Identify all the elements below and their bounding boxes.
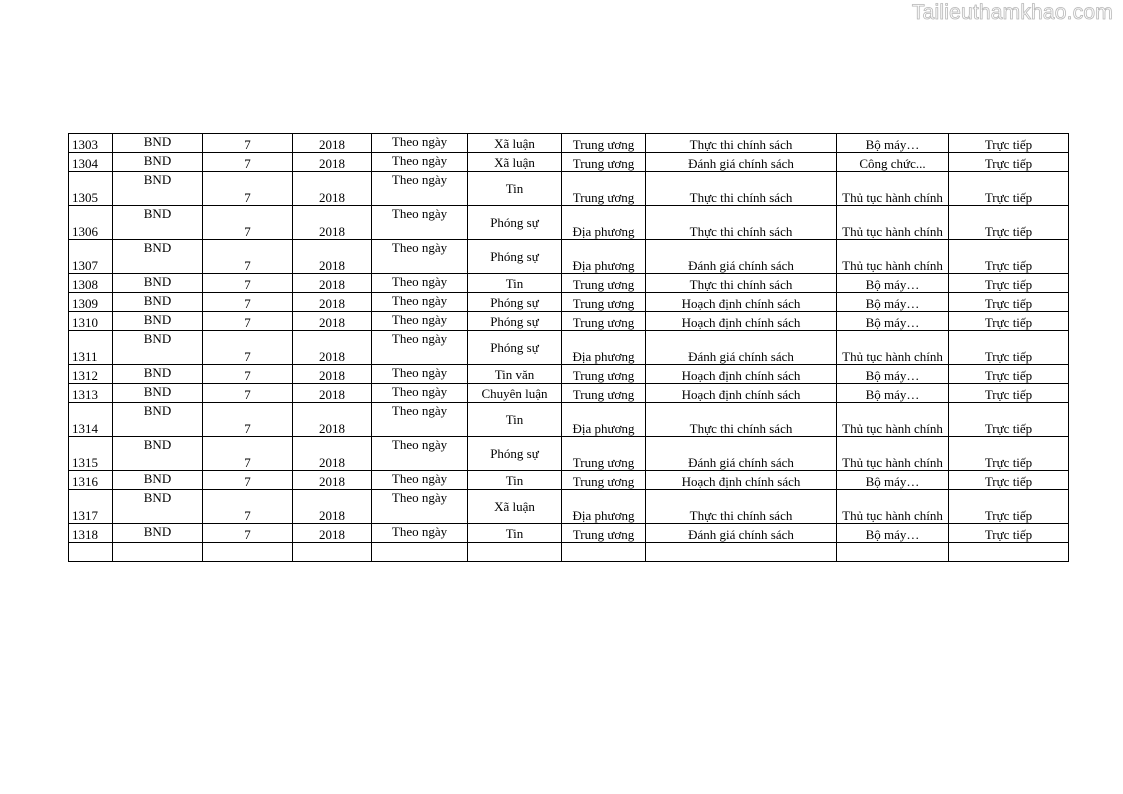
cell-code: BND (113, 240, 203, 274)
cell-mode: Trực tiếp (949, 153, 1069, 172)
cell-code: BND (113, 293, 203, 312)
cell-area: Bộ máy… (837, 365, 949, 384)
cell-frequency: Theo ngày (372, 206, 468, 240)
table-row (69, 134, 1069, 153)
cell-area: Thủ tục hành chính (837, 490, 949, 524)
cell-genre: Phóng sự (468, 240, 562, 274)
cell-genre: Phóng sự (468, 437, 562, 471)
cell-code: BND (113, 490, 203, 524)
cell-frequency: Theo ngày (372, 293, 468, 312)
cell-year: 2018 (293, 274, 372, 293)
cell-genre: Tin (468, 172, 562, 206)
cell-code: BND (113, 153, 203, 172)
cell-month: 7 (203, 206, 293, 240)
cell-genre: Phóng sự (468, 293, 562, 312)
cell-year: 2018 (293, 384, 372, 403)
table-row (69, 365, 1069, 384)
cell-level: Địa phương (562, 240, 646, 274)
cell-year: 2018 (293, 403, 372, 437)
cell-code: BND (113, 403, 203, 437)
cell-frequency: Theo ngày (372, 437, 468, 471)
cell-area: Bộ máy… (837, 293, 949, 312)
cell-month: 7 (203, 293, 293, 312)
cell-frequency: Theo ngày (372, 134, 468, 153)
cell-id: 1318 (69, 524, 113, 543)
watermark-text: Tailieuthamkhao.com (911, 1, 1113, 24)
cell-id (69, 543, 113, 562)
cell-frequency: Theo ngày (372, 490, 468, 524)
table-row (69, 331, 1069, 365)
cell-level: Trung ương (562, 437, 646, 471)
cell-genre: Tin (468, 274, 562, 293)
cell-year: 2018 (293, 437, 372, 471)
cell-area (837, 543, 949, 562)
cell-area: Công chức... (837, 153, 949, 172)
cell-policy: Thực thi chính sách (646, 134, 837, 153)
table-row (69, 384, 1069, 403)
cell-month: 7 (203, 403, 293, 437)
cell-year: 2018 (293, 524, 372, 543)
cell-mode: Trực tiếp (949, 524, 1069, 543)
cell-code: BND (113, 471, 203, 490)
cell-mode: Trực tiếp (949, 206, 1069, 240)
cell-policy: Đánh giá chính sách (646, 331, 837, 365)
cell-month: 7 (203, 153, 293, 172)
cell-genre: Tin (468, 403, 562, 437)
cell-year: 2018 (293, 490, 372, 524)
table-row (69, 274, 1069, 293)
cell-mode (949, 543, 1069, 562)
table-row (69, 153, 1069, 172)
cell-mode: Trực tiếp (949, 384, 1069, 403)
cell-level: Địa phương (562, 331, 646, 365)
cell-id: 1305 (69, 172, 113, 206)
cell-level: Trung ương (562, 365, 646, 384)
cell-mode: Trực tiếp (949, 312, 1069, 331)
cell-genre: Tin văn (468, 365, 562, 384)
cell-genre: Phóng sự (468, 206, 562, 240)
cell-month: 7 (203, 331, 293, 365)
cell-policy: Hoạch định chính sách (646, 365, 837, 384)
cell-month: 7 (203, 471, 293, 490)
cell-genre: Xã luận (468, 134, 562, 153)
cell-frequency: Theo ngày (372, 403, 468, 437)
cell-level: Trung ương (562, 384, 646, 403)
cell-level: Địa phương (562, 490, 646, 524)
cell-level: Trung ương (562, 471, 646, 490)
cell-code: BND (113, 524, 203, 543)
data-table (68, 133, 1069, 562)
cell-frequency: Theo ngày (372, 153, 468, 172)
cell-mode: Trực tiếp (949, 172, 1069, 206)
cell-level: Địa phương (562, 403, 646, 437)
cell-code: BND (113, 312, 203, 331)
cell-id: 1315 (69, 437, 113, 471)
cell-id: 1316 (69, 471, 113, 490)
table-row (69, 524, 1069, 543)
cell-mode: Trực tiếp (949, 293, 1069, 312)
cell-genre: Xã luận (468, 153, 562, 172)
cell-frequency (372, 543, 468, 562)
cell-level: Trung ương (562, 524, 646, 543)
cell-code: BND (113, 172, 203, 206)
cell-year: 2018 (293, 134, 372, 153)
cell-mode: Trực tiếp (949, 274, 1069, 293)
cell-policy: Đánh giá chính sách (646, 524, 837, 543)
cell-area: Thủ tục hành chính (837, 331, 949, 365)
cell-level (562, 543, 646, 562)
cell-level: Trung ương (562, 312, 646, 331)
cell-area: Thủ tục hành chính (837, 403, 949, 437)
cell-policy: Thực thi chính sách (646, 403, 837, 437)
cell-month: 7 (203, 524, 293, 543)
cell-code (113, 543, 203, 562)
cell-level: Trung ương (562, 274, 646, 293)
cell-genre: Tin (468, 471, 562, 490)
cell-area: Thủ tục hành chính (837, 437, 949, 471)
cell-level: Địa phương (562, 206, 646, 240)
cell-month: 7 (203, 240, 293, 274)
cell-year: 2018 (293, 293, 372, 312)
cell-id: 1314 (69, 403, 113, 437)
cell-month: 7 (203, 384, 293, 403)
cell-month: 7 (203, 172, 293, 206)
cell-frequency: Theo ngày (372, 172, 468, 206)
table-body (69, 134, 1069, 562)
cell-id: 1303 (69, 134, 113, 153)
cell-mode: Trực tiếp (949, 331, 1069, 365)
cell-area: Bộ máy… (837, 471, 949, 490)
cell-area: Bộ máy… (837, 312, 949, 331)
cell-genre: Phóng sự (468, 331, 562, 365)
cell-level: Trung ương (562, 293, 646, 312)
cell-frequency: Theo ngày (372, 365, 468, 384)
table-row (69, 240, 1069, 274)
cell-id: 1307 (69, 240, 113, 274)
cell-frequency: Theo ngày (372, 471, 468, 490)
table-row (69, 206, 1069, 240)
table-row (69, 293, 1069, 312)
cell-area: Bộ máy… (837, 384, 949, 403)
table-row (69, 312, 1069, 331)
cell-frequency: Theo ngày (372, 384, 468, 403)
cell-policy: Thực thi chính sách (646, 274, 837, 293)
cell-genre (468, 543, 562, 562)
cell-policy: Đánh giá chính sách (646, 437, 837, 471)
cell-policy: Đánh giá chính sách (646, 240, 837, 274)
cell-genre: Tin (468, 524, 562, 543)
cell-area: Thủ tục hành chính (837, 206, 949, 240)
cell-policy (646, 543, 837, 562)
cell-id: 1313 (69, 384, 113, 403)
table-row (69, 437, 1069, 471)
cell-month (203, 543, 293, 562)
cell-level: Trung ương (562, 153, 646, 172)
cell-code: BND (113, 206, 203, 240)
cell-code: BND (113, 331, 203, 365)
cell-code: BND (113, 365, 203, 384)
cell-area: Bộ máy… (837, 524, 949, 543)
cell-year: 2018 (293, 153, 372, 172)
cell-frequency: Theo ngày (372, 240, 468, 274)
cell-mode: Trực tiếp (949, 134, 1069, 153)
cell-id: 1304 (69, 153, 113, 172)
cell-mode: Trực tiếp (949, 471, 1069, 490)
cell-frequency: Theo ngày (372, 524, 468, 543)
cell-code: BND (113, 437, 203, 471)
cell-level: Trung ương (562, 134, 646, 153)
cell-code: BND (113, 274, 203, 293)
cell-id: 1311 (69, 331, 113, 365)
cell-id: 1309 (69, 293, 113, 312)
cell-mode: Trực tiếp (949, 403, 1069, 437)
cell-month: 7 (203, 274, 293, 293)
cell-frequency: Theo ngày (372, 331, 468, 365)
cell-mode: Trực tiếp (949, 365, 1069, 384)
cell-month: 7 (203, 134, 293, 153)
cell-policy: Hoạch định chính sách (646, 293, 837, 312)
table-row (69, 403, 1069, 437)
table-row (69, 490, 1069, 524)
cell-policy: Đánh giá chính sách (646, 153, 837, 172)
cell-policy: Thực thi chính sách (646, 206, 837, 240)
cell-month: 7 (203, 312, 293, 331)
cell-id: 1317 (69, 490, 113, 524)
cell-id: 1312 (69, 365, 113, 384)
cell-mode: Trực tiếp (949, 240, 1069, 274)
cell-genre: Phóng sự (468, 312, 562, 331)
cell-id: 1308 (69, 274, 113, 293)
cell-year: 2018 (293, 312, 372, 331)
cell-policy: Thực thi chính sách (646, 172, 837, 206)
cell-code: BND (113, 384, 203, 403)
cell-month: 7 (203, 365, 293, 384)
cell-frequency: Theo ngày (372, 274, 468, 293)
cell-mode: Trực tiếp (949, 437, 1069, 471)
table-row (69, 471, 1069, 490)
cell-year: 2018 (293, 172, 372, 206)
cell-frequency: Theo ngày (372, 312, 468, 331)
cell-year (293, 543, 372, 562)
cell-month: 7 (203, 437, 293, 471)
cell-year: 2018 (293, 240, 372, 274)
cell-policy: Thực thi chính sách (646, 490, 837, 524)
cell-area: Bộ máy… (837, 274, 949, 293)
cell-policy: Hoạch định chính sách (646, 384, 837, 403)
cell-area: Bộ máy… (837, 134, 949, 153)
cell-id: 1310 (69, 312, 113, 331)
cell-month: 7 (203, 490, 293, 524)
cell-code: BND (113, 134, 203, 153)
cell-mode: Trực tiếp (949, 490, 1069, 524)
cell-year: 2018 (293, 206, 372, 240)
cell-id: 1306 (69, 206, 113, 240)
cell-genre: Chuyên luận (468, 384, 562, 403)
cell-genre: Xã luận (468, 490, 562, 524)
cell-policy: Hoạch định chính sách (646, 471, 837, 490)
cell-area: Thủ tục hành chính (837, 240, 949, 274)
cell-area: Thủ tục hành chính (837, 172, 949, 206)
cell-level: Trung ương (562, 172, 646, 206)
cell-year: 2018 (293, 331, 372, 365)
table-row-empty (69, 543, 1069, 562)
cell-policy: Hoạch định chính sách (646, 312, 837, 331)
cell-year: 2018 (293, 365, 372, 384)
table-row (69, 172, 1069, 206)
cell-year: 2018 (293, 471, 372, 490)
